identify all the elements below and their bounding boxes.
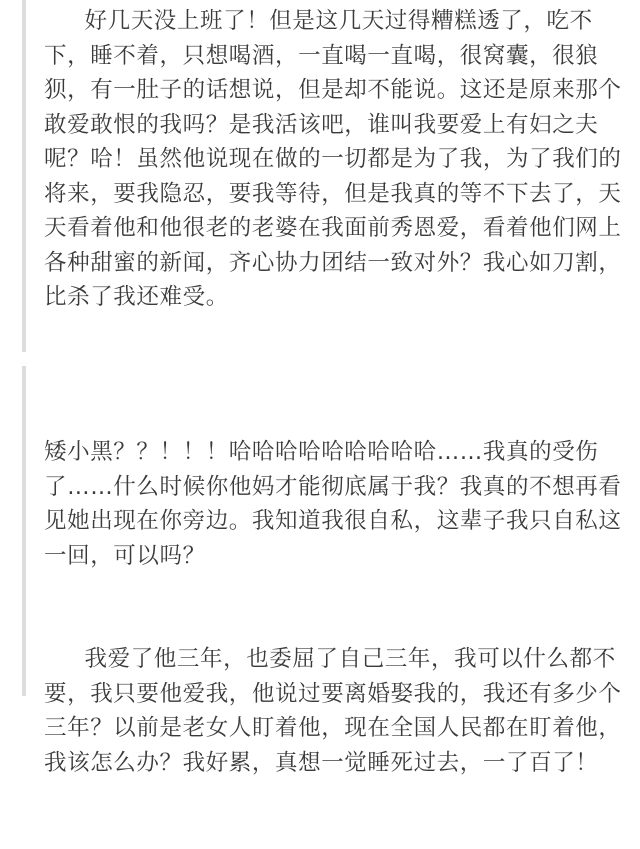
paragraph-3: 我爱了他三年，也委屈了自己三年，我可以什么都不要，我只要他爱我，他说过要离婚娶我的，我还有多少个三年？以前是老女人盯着他，现在全国人民都在盯着他，我该怎么办？我好累，真想一觉睡死过去，一了百了！ — [44, 646, 622, 776]
quote-bar — [22, 0, 26, 352]
post-block-1 — [0, 0, 640, 356]
paragraph-2: 矮小黑？？！！！哈哈哈哈哈哈哈哈哈……我真的受伤了……什么时候你他妈才能彻底属于我？我真的不想再看见她出现在你旁边。我知道我很自私，这辈子我只自私这一回，可以吗？ — [44, 439, 622, 569]
quote-bar — [22, 366, 26, 696]
paragraph-group-2 — [44, 366, 624, 849]
post-block-2 — [0, 360, 640, 776]
paragraph-1: 好几天没上班了！但是这几天过得糟糕透了，吃不下，睡不着，只想喝酒，一直喝一直喝，很窝囊，很狼狈，有一肚子的话想说，但是却不能说。这还是原来那个敢爱敢恨的我吗？是我活该吧，谁叫我要爱上有妇之夫呢？哈！虽然他说现在做的一切都是为了我，为了我们的将来，要我隐忍，要我等待，但是我真的等不下去了，天天看着他和他很老的老婆在我面前秀恩爱，看着他们网上各种甜蜜的新闻，齐心协力团结一致对外？我心如刀割，比杀了我还难受。 — [44, 8, 622, 310]
